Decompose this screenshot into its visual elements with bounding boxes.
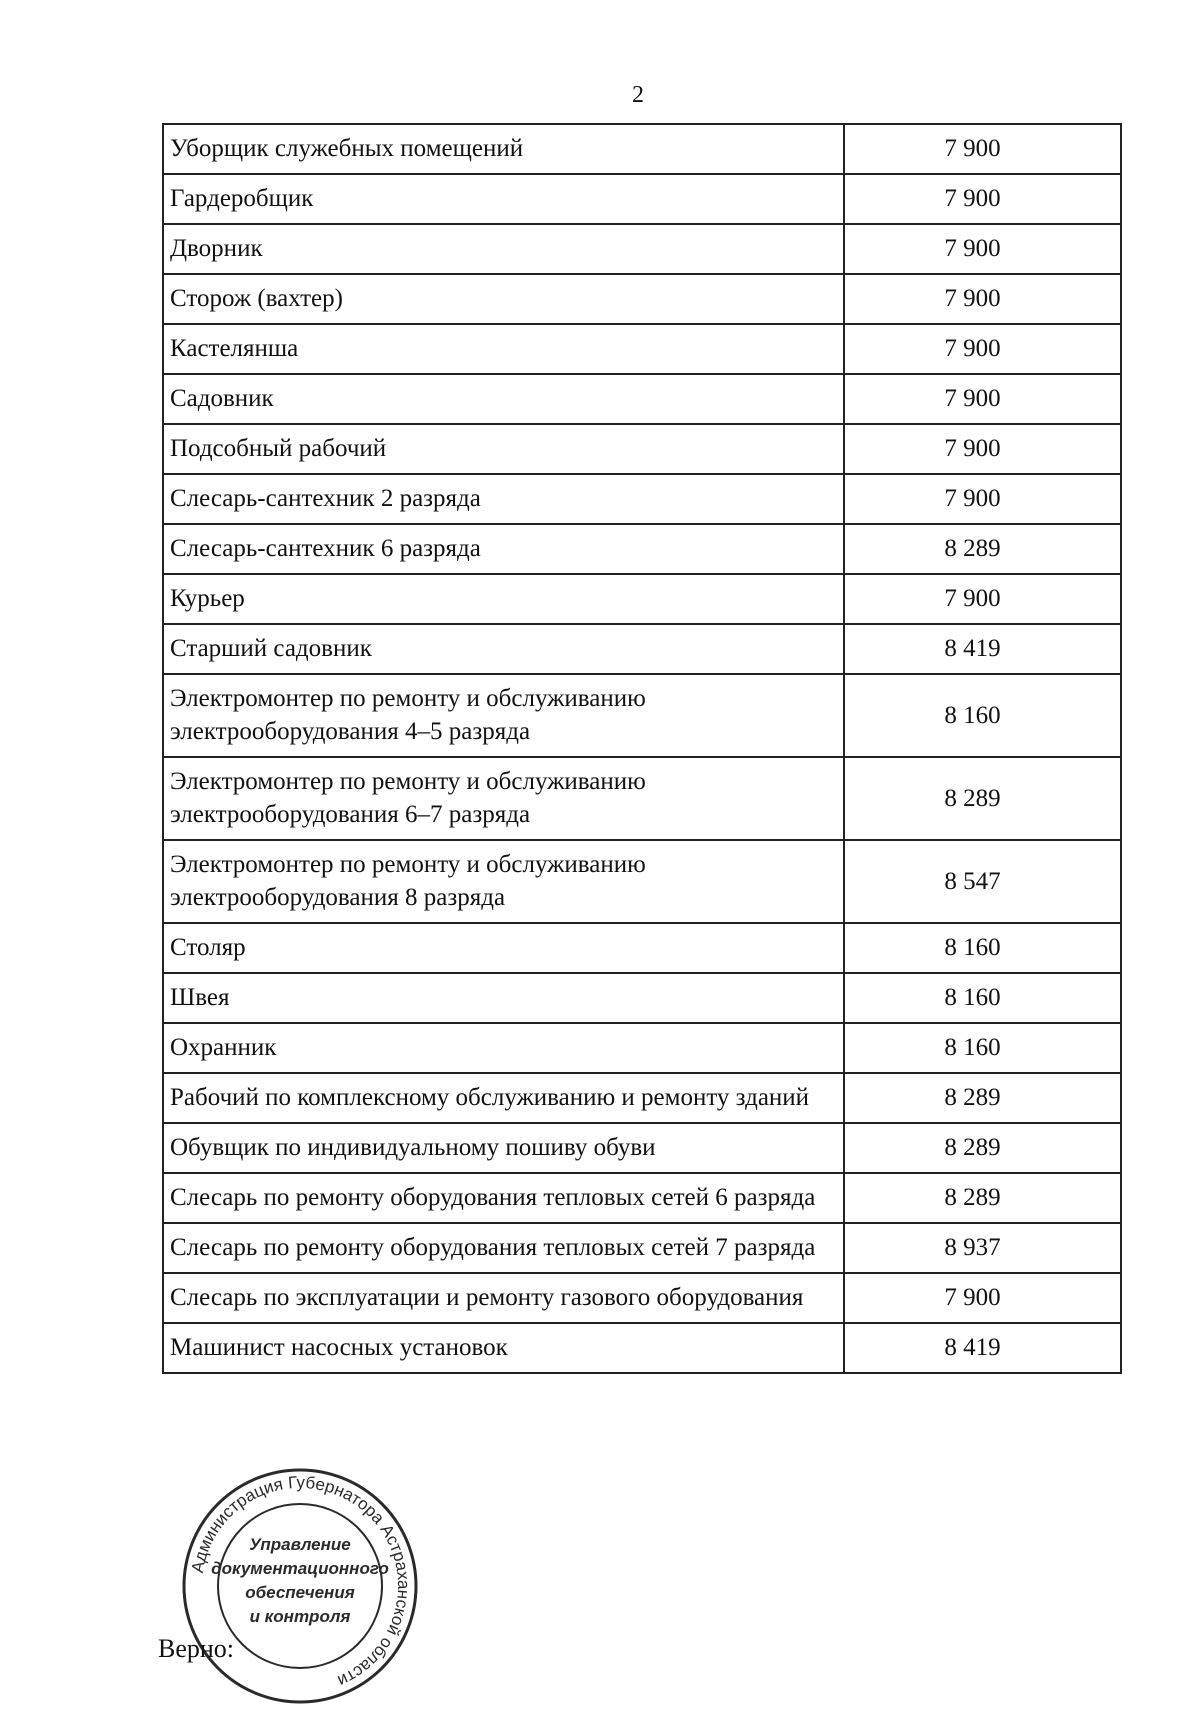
salary-value-cell: 8 289 xyxy=(844,1173,1121,1223)
position-name-cell: Слесарь-сантехник 6 разряда xyxy=(163,524,844,574)
table-row xyxy=(163,1073,1121,1123)
position-name-cell: Электромонтер по ремонту и обслуживанию электрооборудования 4–5 разряда xyxy=(163,674,844,757)
salary-value-cell: 7 900 xyxy=(844,374,1121,424)
position-name-cell: Сторож (вахтер) xyxy=(163,274,844,324)
salary-value-cell: 7 900 xyxy=(844,324,1121,374)
table-row xyxy=(163,1123,1121,1173)
salary-value-cell: 7 900 xyxy=(844,424,1121,474)
stamp-outer-text: Администрация Губернатора Астраханской области xyxy=(187,1472,414,1691)
position-name-cell: Обувщик по индивидуальному пошиву обуви xyxy=(163,1123,844,1173)
table-row xyxy=(163,923,1121,973)
table-row xyxy=(163,1273,1121,1323)
position-name-cell: Курьер xyxy=(163,574,844,624)
position-name-cell: Электромонтер по ремонту и обслуживанию электрооборудования 8 разряда xyxy=(163,840,844,923)
salary-value-cell: 7 900 xyxy=(844,274,1121,324)
salary-value-cell: 8 419 xyxy=(844,1323,1121,1373)
table-row xyxy=(163,374,1121,424)
position-name-cell: Столяр xyxy=(163,923,844,973)
table-row xyxy=(163,674,1121,757)
salary-value-cell: 8 419 xyxy=(844,624,1121,674)
position-name-cell: Садовник xyxy=(163,374,844,424)
salary-value-cell: 8 289 xyxy=(844,757,1121,840)
salary-value-cell: 8 160 xyxy=(844,973,1121,1023)
table-row xyxy=(163,274,1121,324)
table-row xyxy=(163,1223,1121,1273)
table-row xyxy=(163,224,1121,274)
salary-value-cell: 8 289 xyxy=(844,524,1121,574)
position-name-cell: Рабочий по комплексному обслуживанию и ремонту зданий xyxy=(163,1073,844,1123)
page-number: 2 xyxy=(632,82,644,108)
stamp-line-1: Управление xyxy=(249,1535,351,1554)
table-row xyxy=(163,840,1121,923)
position-name-cell: Старший садовник xyxy=(163,624,844,674)
position-name-cell: Слесарь-сантехник 2 разряда xyxy=(163,474,844,524)
salary-value-cell: 8 160 xyxy=(844,1023,1121,1073)
position-name-cell: Слесарь по ремонту оборудования тепловых сетей 6 разряда xyxy=(163,1173,844,1223)
table-row xyxy=(163,1323,1121,1373)
table-row xyxy=(163,524,1121,574)
position-name-cell: Кастелянша xyxy=(163,324,844,374)
position-name-cell: Слесарь по эксплуатации и ремонту газового оборудования xyxy=(163,1273,844,1323)
salary-value-cell: 7 900 xyxy=(844,1273,1121,1323)
rates-table xyxy=(162,123,1122,1374)
salary-value-cell: 8 937 xyxy=(844,1223,1121,1273)
position-name-cell: Слесарь по ремонту оборудования тепловых сетей 7 разряда xyxy=(163,1223,844,1273)
certification-label: Верно: xyxy=(158,1634,235,1663)
stamp-line-3: обеспечения xyxy=(245,1583,355,1602)
position-name-cell: Гардеробщик xyxy=(163,174,844,224)
position-name-cell: Машинист насосных установок xyxy=(163,1323,844,1373)
salary-value-cell: 7 900 xyxy=(844,174,1121,224)
position-name-cell: Охранник xyxy=(163,1023,844,1073)
salary-value-cell: 8 289 xyxy=(844,1123,1121,1173)
table-row xyxy=(163,474,1121,524)
table-row xyxy=(163,124,1121,174)
table-row xyxy=(163,324,1121,374)
position-name-cell: Швея xyxy=(163,973,844,1023)
position-name-cell: Дворник xyxy=(163,224,844,274)
table-row xyxy=(163,574,1121,624)
salary-value-cell: 8 160 xyxy=(844,674,1121,757)
position-name-cell: Подсобный рабочий xyxy=(163,424,844,474)
table-row xyxy=(163,1173,1121,1223)
position-name-cell: Электромонтер по ремонту и обслуживанию электрооборудования 6–7 разряда xyxy=(163,757,844,840)
salary-value-cell: 8 160 xyxy=(844,923,1121,973)
salary-value-cell: 8 547 xyxy=(844,840,1121,923)
table-row xyxy=(163,973,1121,1023)
salary-value-cell: 7 900 xyxy=(844,224,1121,274)
table-row xyxy=(163,424,1121,474)
table-row xyxy=(163,1023,1121,1073)
table-row xyxy=(163,624,1121,674)
table-row xyxy=(163,174,1121,224)
rates-table-body xyxy=(163,124,1121,1373)
table-row xyxy=(163,757,1121,840)
salary-value-cell: 8 289 xyxy=(844,1073,1121,1123)
salary-value-cell: 7 900 xyxy=(844,474,1121,524)
salary-value-cell: 7 900 xyxy=(844,124,1121,174)
position-name-cell: Уборщик служебных помещений xyxy=(163,124,844,174)
stamp-line-4: и контроля xyxy=(249,1607,351,1626)
stamp-line-2: документационного xyxy=(211,1559,389,1578)
official-stamp xyxy=(180,1466,420,1706)
salary-value-cell: 7 900 xyxy=(844,574,1121,624)
